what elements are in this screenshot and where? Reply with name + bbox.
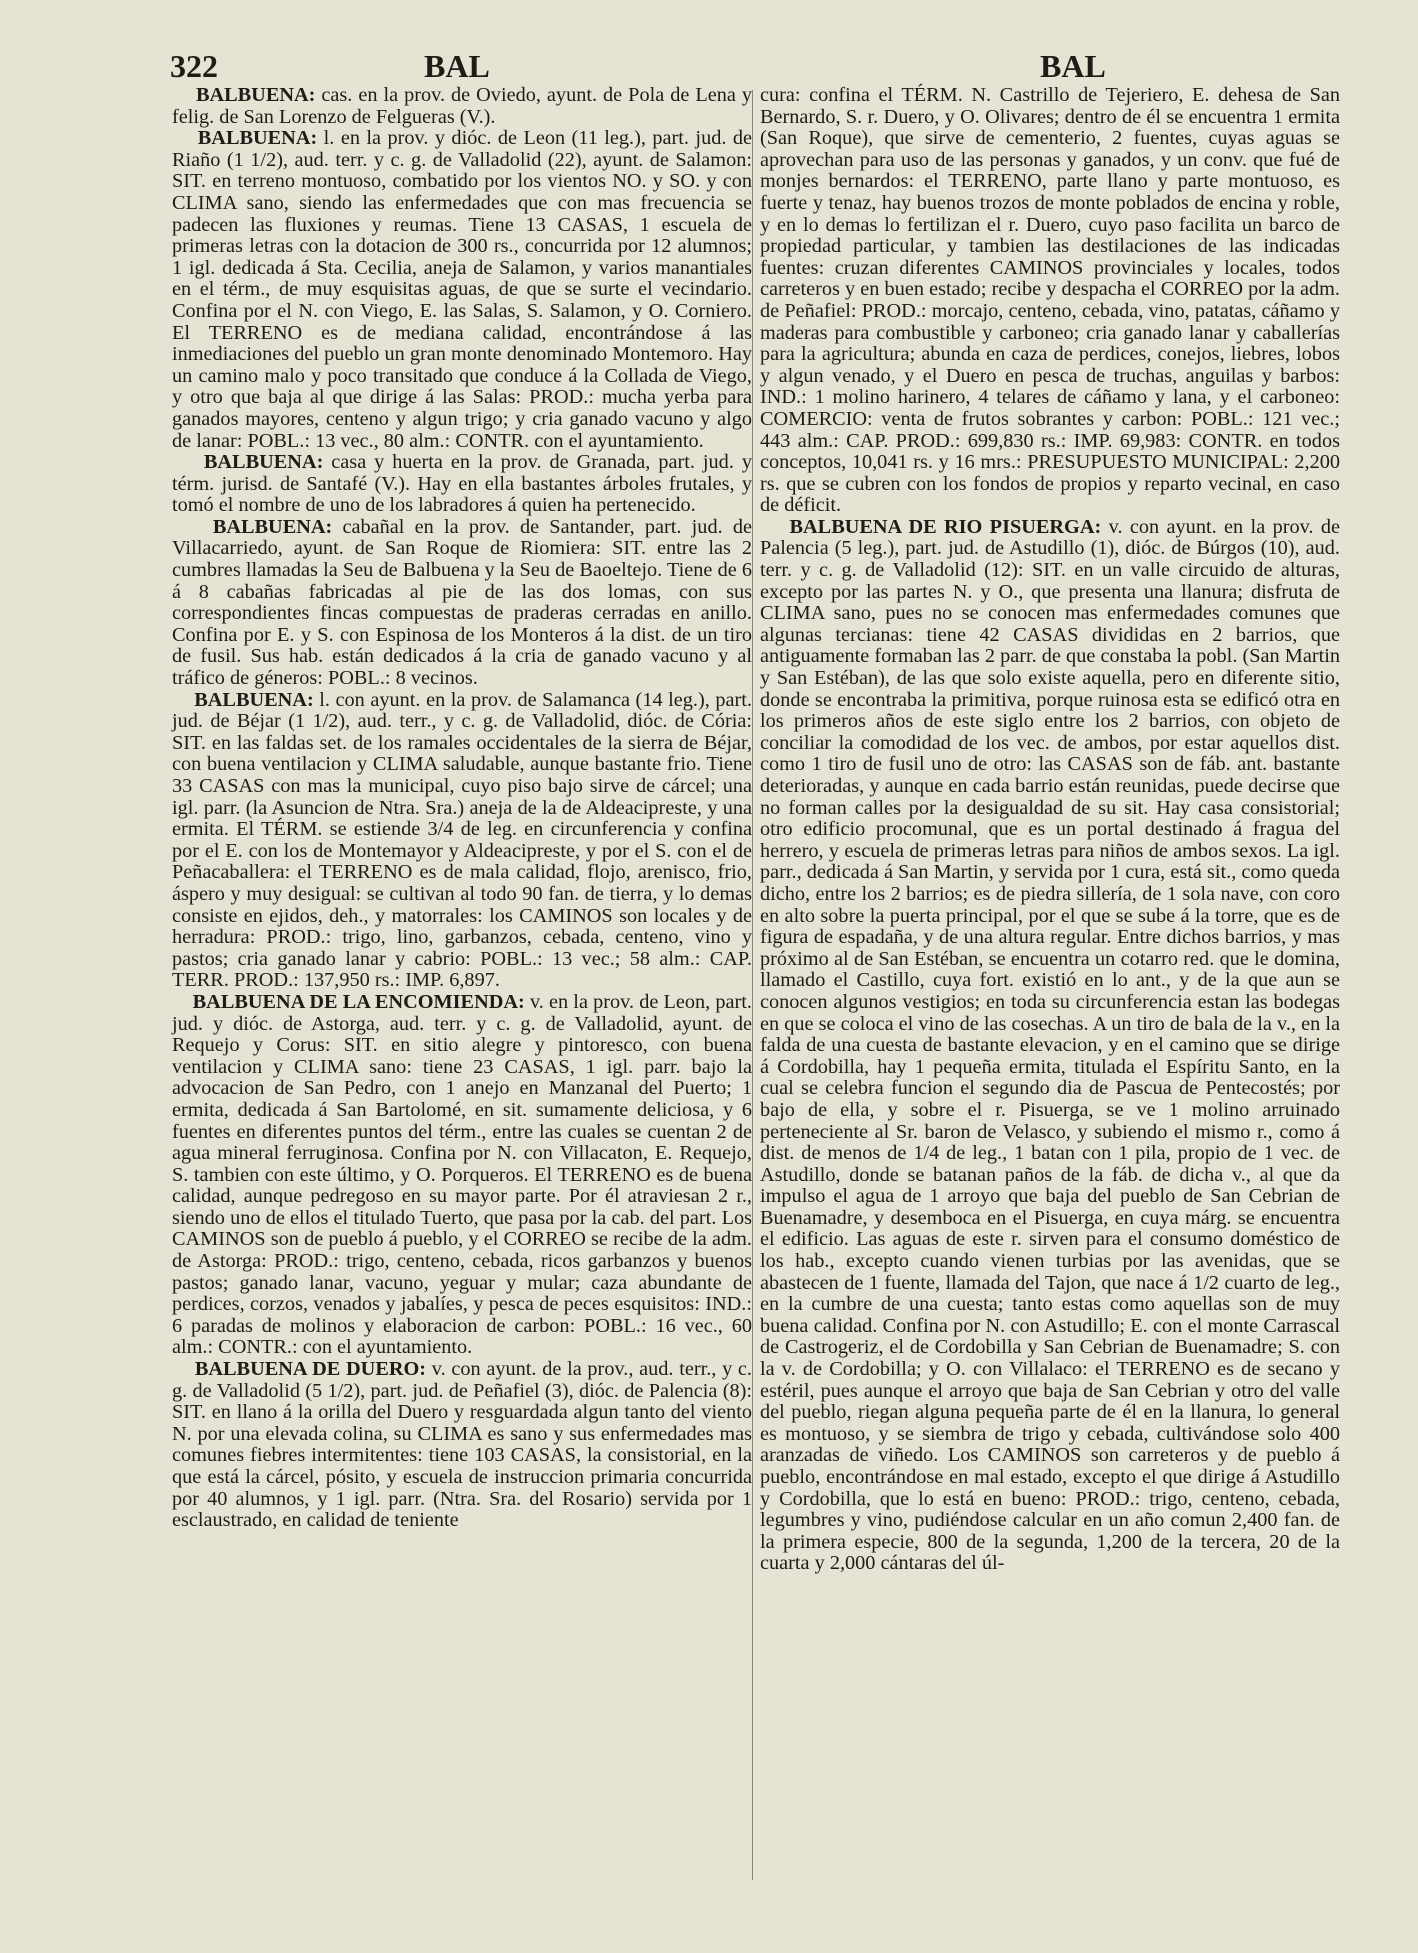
entry-text: l. con ayunt. en la prov. de Salamanca (14 leg.), part. jud. de Béjar (1 1/2), aud. terr., y c. g. de Valladolid, dióc. de Cória: SIT. en las faldas set. de los ramales occidentales de la sierra de Béjar, con buena ventilacion y CLIMA saludable, aunque bastante frio. Tiene 33 CASAS con mas la municipal, cuyo piso bajo sirve de cárcel; una igl. parr. (la Asuncion de Ntra. Sra.) aneja de la de Aldeacipreste, y una ermita. El TÉRM. se estiende 3/4 de leg. en circunferencia y confina por el E. con los de Montemayor y Aldeacipreste, y por el S. con el de Peñacaballera: el TERRENO es de mala calidad, flojo, arenisco, frio, áspero y muy desigual: se cultivan al todo 90 fan. de tierra, y lo demas consiste en ejidos, deh., y matorrales: los CAMINOS son locales y de herradura: PROD.: trigo, lino, garbanzos, cebada, centeno, vino y pastos; cria ganado lanar y cabrio: POBL.: 13 vec.; 58 alm.: CAP. TERR. PROD.: 137,950 rs.: IMP. 6,897.: [172, 688, 752, 992]
column-divider: [752, 90, 753, 1880]
entry-text: cura: confina el TÉRM. N. Castrillo de Tejeriero, E. dehesa de San Bernardo, S. r. Duero, y O. Olivares; dentro de él se encuentra 1 ermita (San Roque), que sirve de cementerio, 2 fuentes, cuyas aguas se aprovechan para uso de las personas y ganados, y un conv. que fué de monjes bernardos: el TERRENO, parte llano y parte montuoso, es fuerte y tenaz, hay buenos trozos de monte poblados de encina y roble, y en lo demas lo fertilizan el r. Duero, cuyo paso facilita un barco de propiedad particular, y tambien las destilaciones de las indicadas fuentes: cruzan diferentes CAMINOS provinciales y locales, todos carreteros y en buen estado; recibe y despacha el CORREO por la adm. de Peñafiel: PROD.: morcajo, centeno, cebada, vino, patatas, cáñamo y maderas para combustible y carboneo; cria ganado lanar y caballerías para la agricultura; abunda en caza de perdices, conejos, liebres, lobos y algun venado, y el Duero en pesca de truchas, anguilas y barbos: IND.: 1 molino harinero, 4 telares de cáñamo y lana, y el carboneo: COMERCIO: venta de frutos sobrantes y carbon: POBL.: 121 vec.; 443 alm.: CAP. PROD.: 699,830 rs.: IMP. 69,983: CONTR. en todos conceptos, 10,041 rs. y 16 mrs.: PRESUPUESTO MUNICIPAL: 2,200 rs. que se cubren con los fondos de propios y reparto vecinal, en caso de déficit.: [760, 84, 1340, 517]
dictionary-entry: [172, 992, 752, 1359]
dictionary-entry: [760, 517, 1340, 1575]
left-column: [172, 85, 752, 1532]
entry-heading: BALBUENA:: [203, 451, 324, 474]
entry-text: v. con ayunt. en la prov. de Palencia (5 leg.), part. jud. de Astudillo (1), dióc. de Búrgos (10), aud. terr. y c. g. de Valladolid (12): SIT. en un valle circuido de alturas, excepto por las partes N. y O., que presenta una llanura; disfruta de CLIMA sano, pues no se conocen mas enfermedades comunes que algunas tercianas: tiene 42 CASAS divididas en 2 barrios, que antiguamente formaban las 2 parr. de que constaba la pobl. (San Martin y San Estéban), de las que solo existe aquella, pero en diferente sitio, donde se encontraba la primitiva, porque ruinosa esta se edificó otra en los primeros años de este siglo entre los 2 barrios, con objeto de conciliar la comodidad de los vec. de ambos, por estar aquellos dist. como 1 tiro de fusil uno de otro: las CASAS son de fáb. ant. bastante deterioradas, y aunque en cada barrio están reunidas, puede decirse que no forman calles por la desigualdad de su sit. Hay casa consistorial; otro edificio procomunal, que es un portal destinado á fragua del herrero, y escuela de primeras letras para niños de ambos sexos. La igl. parr., dedicada á San Martin, y servida por 1 cura, está sit., como queda dicho, entre los 2 barrios; es de piedra sillería, de 1 sola nave, con coro en alto sobre la puerta principal, por el que se sube á la torre, que es de figura de espadaña, y de una altura regular. Entre dichos barrios, y mas próximo al de San Estéban, se encuentra un cotarro red. que le domina, llamado el Castillo, cuya fort. existió en lo ant., y de la que aun se conocen algunos vestigios; en toda su circunferencia estan las bodegas en que se coloca el vino de las cosechas. A un tiro de bala de la v., en la falda de una cuesta de bastante elevacion, y en el camino que se dirige á Cordobilla, hay 1 pequeña ermita, titulada el Espíritu Santo, en la cual se celebra funcion el segundo dia de Pascua de Pentecostés; por bajo de ella, y sobre el r. Pisuerga, se ve 1 molino arruinado perteneciente al Sr. baron de Velasco, y subiendo el mismo r., como á dist. de menos de 1/4 de leg., 1 batan con 1 pila, propio de 1 vec. de Astudillo, donde se batanan paños de la fáb. de dicha v., al que da impulso el agua de 1 arroyo que baja del pueblo de San Cebrian de Buenamadre, y desemboca en el Pisuerga, en cuya márg. se encuentra el edificio. Las aguas de este r. sirven para el consumo doméstico de los hab., excepto cuando vienen turbias por las avenidas, que se abastecen de 1 fuente, llamada del Tajon, que nace á 1/2 cuarto de leg., en la cumbre de una cuesta; tanto estas como aquellas son de muy buena calidad. Confina por N. con Astudillo; E. con el monte Carrascal de Castrogeriz, el de Cordobilla y San Cebrian de Buenamadre; S. con la v. de Cordobilla; y O. con Villalaco: el TERRENO es de secano y estéril, pues aunque el arroyo que baja de San Cebrian y otro del valle del pueblo, riegan alguna pequeña parte de él en la llanura, lo general es montuoso, y se siembra de trigo y cebada, cultivándose solo 400 aranzadas de viñedo. Los CAMINOS son carreteros y de pueblo á pueblo, encontrándose en mal estado, excepto el que dirige á Astudillo y Cordobilla, que lo está en bueno: PROD.: trigo, centeno, cebada, legumbres y vino, pudiéndose calcular en un año comun 2,400 fan. de la primera especie, 800 de la segunda, 1,200 de la tercera, 20 de la cuarta y 2,000 cántaras del úl-: [760, 515, 1341, 1575]
dictionary-entry: [172, 128, 752, 452]
entry-heading: BALBUENA:: [197, 127, 318, 150]
entry-text: casa y huerta en la prov. de Granada, part. jud. y térm. jurisd. de Santafé (V.). Hay en ella bastantes árboles frutales, y tomó el nombre de uno de los labradores á quien ha pertenecido.: [172, 451, 752, 517]
running-head-left: BAL: [424, 48, 490, 84]
entry-text: cabañal en la prov. de Santander, part. jud. de Villacarriedo, ayunt. de San Roque de Riomiera: SIT. entre las 2 cumbres llamadas la Seu de Balbuena y la Seu de Baoeltejo. Tiene de 6 á 8 cabañas fabricadas al pie de las dos lomas, con sus correspondientes fincas compuestas de praderas cerradas en anillo. Confina por E. y S. con Espinosa de los Monteros á la dist. de un tiro de fusil. Sus hab. están dedicados á la cria de ganado vacuno y al tráfico de géneros: POBL.: 8 vecinos.: [172, 515, 753, 690]
entry-heading: BALBUENA DE RIO PISUERGA:: [789, 515, 1102, 538]
entry-heading: BALBUENA DE DUERO:: [194, 1358, 427, 1381]
entry-heading: BALBUENA DE LA ENCOMIENDA:: [192, 990, 525, 1013]
dictionary-entry: [172, 517, 752, 690]
dictionary-entry: [172, 85, 752, 128]
entry-heading: BALBUENA:: [194, 688, 314, 711]
dictionary-entry: [172, 690, 752, 992]
entry-text: v. con ayunt. de la prov., aud. terr., y c. g. de Valladolid (5 1/2), part. jud. de Peñafiel (3), dióc. de Palencia (8): SIT. en llano á la orilla del Duero y resguardada algun tanto del viento N. por una elevada colina, su CLIMA es sano y sus enfermedades mas comunes fiebres intermitentes: tiene 103 CASAS, la consistorial, en la que está la cárcel, pósito, y escuela de instruccion primaria concurrida por 40 alumnos, y 1 igl. parr. (Ntra. Sra. del Rosario) servida por 1 esclaustrado, en calidad de teniente: [172, 1358, 753, 1532]
entry-heading: BALBUENA:: [195, 84, 316, 106]
running-head-right: BAL: [1040, 48, 1106, 84]
entry-heading: BALBUENA:: [212, 515, 333, 538]
dictionary-entry: [172, 452, 752, 517]
entry-text: v. en la prov. de Leon, part. jud. y dióc. de Astorga, aud. terr. y c. g. de Valladolid, ayunt. de Requejo y Corus: SIT. en sitio alegre y pintoresco, con buena ventilacion y CLIMA sano: tiene 23 CASAS, 1 igl. parr. bajo la advocacion de San Pedro, con 1 anejo en Manzanal del Puerto; 1 ermita, dedicada á San Bartolomé, en sit. sumamente deliciosa, y 6 fuentes en diferentes puntos del térm., entre las cuales se cuentan 2 de agua mineral ferruginosa. Confina por N. con Villacaton, E. Requejo, S. tambien con este último, y O. Porqueros. El TERRENO es de buena calidad, aunque pedregoso en su mayor parte. Por él atraviesan 2 r., siendo uno de ellos el titulado Tuerto, que pasa por la cab. del part. Los CAMINOS son de pueblo á pueblo, y el CORREO se recibe de la adm. de Astorga: PROD.: trigo, centeno, cebada, ricos garbanzos y buenos pastos; ganado lanar, vacuno, yeguar y mular; caza abundante de perdices, corzos, venados y jabalíes, y pesca de peces esquisitos: IND.: 6 paradas de molinos y elaboracion de carbon: POBL.: 16 vec., 60 alm.: CONTR.: con el ayuntamiento.: [172, 990, 752, 1359]
right-column: [760, 85, 1340, 1575]
page-number: 322: [170, 48, 218, 84]
page-header: [170, 48, 1330, 88]
dictionary-entry-continued: [760, 85, 1340, 517]
entry-text: l. en la prov. y dióc. de Leon (11 leg.), part. jud. de Riaño (1 1/2), aud. terr. y c. g. de Valladolid (22), ayunt. de Salamon: SIT. en terreno montuoso, combatido por los vientos NO. y SO. y con CLIMA sano, siendo las enfermedades que con mas frecuencia se padecen las fluxiones y reumas. Tiene 13 CASAS, 1 escuela de primeras letras con la dotacion de 300 rs., concurrida por 12 alumnos; 1 igl. dedicada á Sta. Cecilia, aneja de Salamon, y varios manantiales en el térm., de muy esquisitas aguas, de que se surte el vecindario. Confina por el N. con Viego, E. las Salas, S. Salamon, y O. Corniero. El TERRENO es de mediana calidad, encontrándose á las inmediaciones del pueblo un gran monte denominado Montemoro. Hay un camino malo y poco transitado que conduce á la Collada de Viego, y otro que baja al que dirige á las Salas: PROD.: mucha yerba para ganados mayores, centeno y algun trigo; y cria ganado vacuno y algo de lanar: POBL.: 13 vec., 80 alm.: CONTR. con el ayuntamiento.: [172, 127, 752, 452]
dictionary-entry: [172, 1359, 752, 1532]
entry-text: cas. en la prov. de Oviedo, ayunt. de Pola de Lena y felig. de San Lorenzo de Felgueras (V.).: [172, 84, 753, 128]
